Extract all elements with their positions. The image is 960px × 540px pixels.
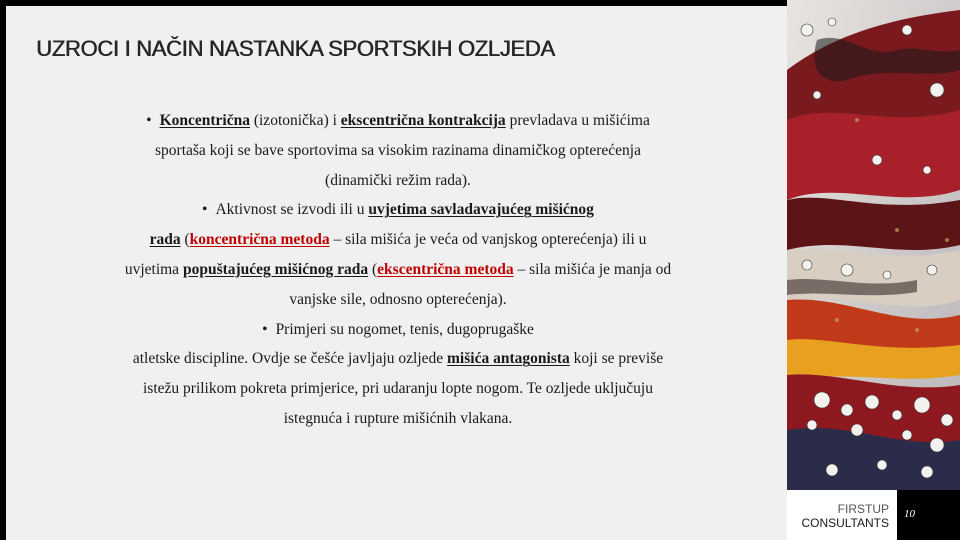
bullet-icon: •	[202, 201, 208, 219]
bullet-icon: •	[146, 112, 152, 129]
brand-line-1: FIRSTUP	[837, 502, 889, 516]
text-span: Aktivnost se izvodi ili u	[215, 201, 369, 219]
term-savladavajuci-rad: uvjetima savladavajućeg mišićnog	[368, 201, 594, 219]
body-line	[40, 195, 756, 225]
footer-brand-box	[787, 490, 897, 540]
text-span: – sila mišića je veća od vanjskog opterećenja) ili u	[329, 231, 647, 249]
text-span: atletske discipline. Ovdje se češće javljaju ozljede	[132, 350, 448, 368]
fluid-art-image	[787, 0, 960, 490]
text-span: prevladava u mišićima	[505, 112, 650, 129]
term-misica-antagonista: mišića antagonista	[447, 350, 570, 368]
body-line	[40, 255, 756, 285]
text-span: – sila mišića je manja od	[513, 260, 672, 278]
text-span: (izotonička) i	[249, 112, 341, 129]
term-ekscentricna-metoda: ekscentrična metoda	[377, 260, 514, 278]
text-span: uvjetima	[124, 260, 183, 278]
body-line: sportaša koji se bave sportovima sa visokim razinama dinamičkog opterećenja	[155, 141, 641, 159]
term-koncentricna: Koncentrična	[159, 112, 250, 129]
text-span: koji se previše	[569, 350, 664, 368]
term-rada: rada	[149, 231, 181, 249]
body-line	[40, 344, 756, 374]
body-line	[40, 225, 756, 255]
body-line: istegnuća i rupture mišićnih vlakana.	[283, 409, 513, 427]
brand-line-2: CONSULTANTS	[801, 516, 889, 530]
term-koncentricna-metoda: koncentrična metoda	[189, 231, 330, 249]
text-span: (	[180, 231, 190, 249]
body-line: istežu prilikom pokreta primjerice, pri udaranju lopte nogom. Te ozljede uključuju	[143, 380, 653, 398]
body-line	[40, 315, 756, 345]
text-span: Primjeri su nogomet, tenis, dugoprugaške	[275, 320, 534, 338]
term-ekscentricna-kontrakcija: ekscentrična kontrakcija	[340, 112, 506, 129]
slide-title: UZROCI I NAČIN NASTANKA SPORTSKIH OZLJEDA	[36, 36, 555, 61]
body-line: (dinamički režim rada).	[325, 171, 471, 189]
slide-body	[40, 106, 756, 434]
body-line: vanjske sile, odnosno opterećenja).	[289, 290, 507, 308]
body-line	[40, 106, 756, 136]
brand-logo	[801, 502, 889, 530]
bullet-icon: •	[262, 320, 268, 338]
term-popustajuci-rad: popuštajućeg mišićnog rada	[182, 260, 369, 278]
page-number: 10	[904, 508, 915, 520]
text-span: (	[368, 260, 378, 278]
